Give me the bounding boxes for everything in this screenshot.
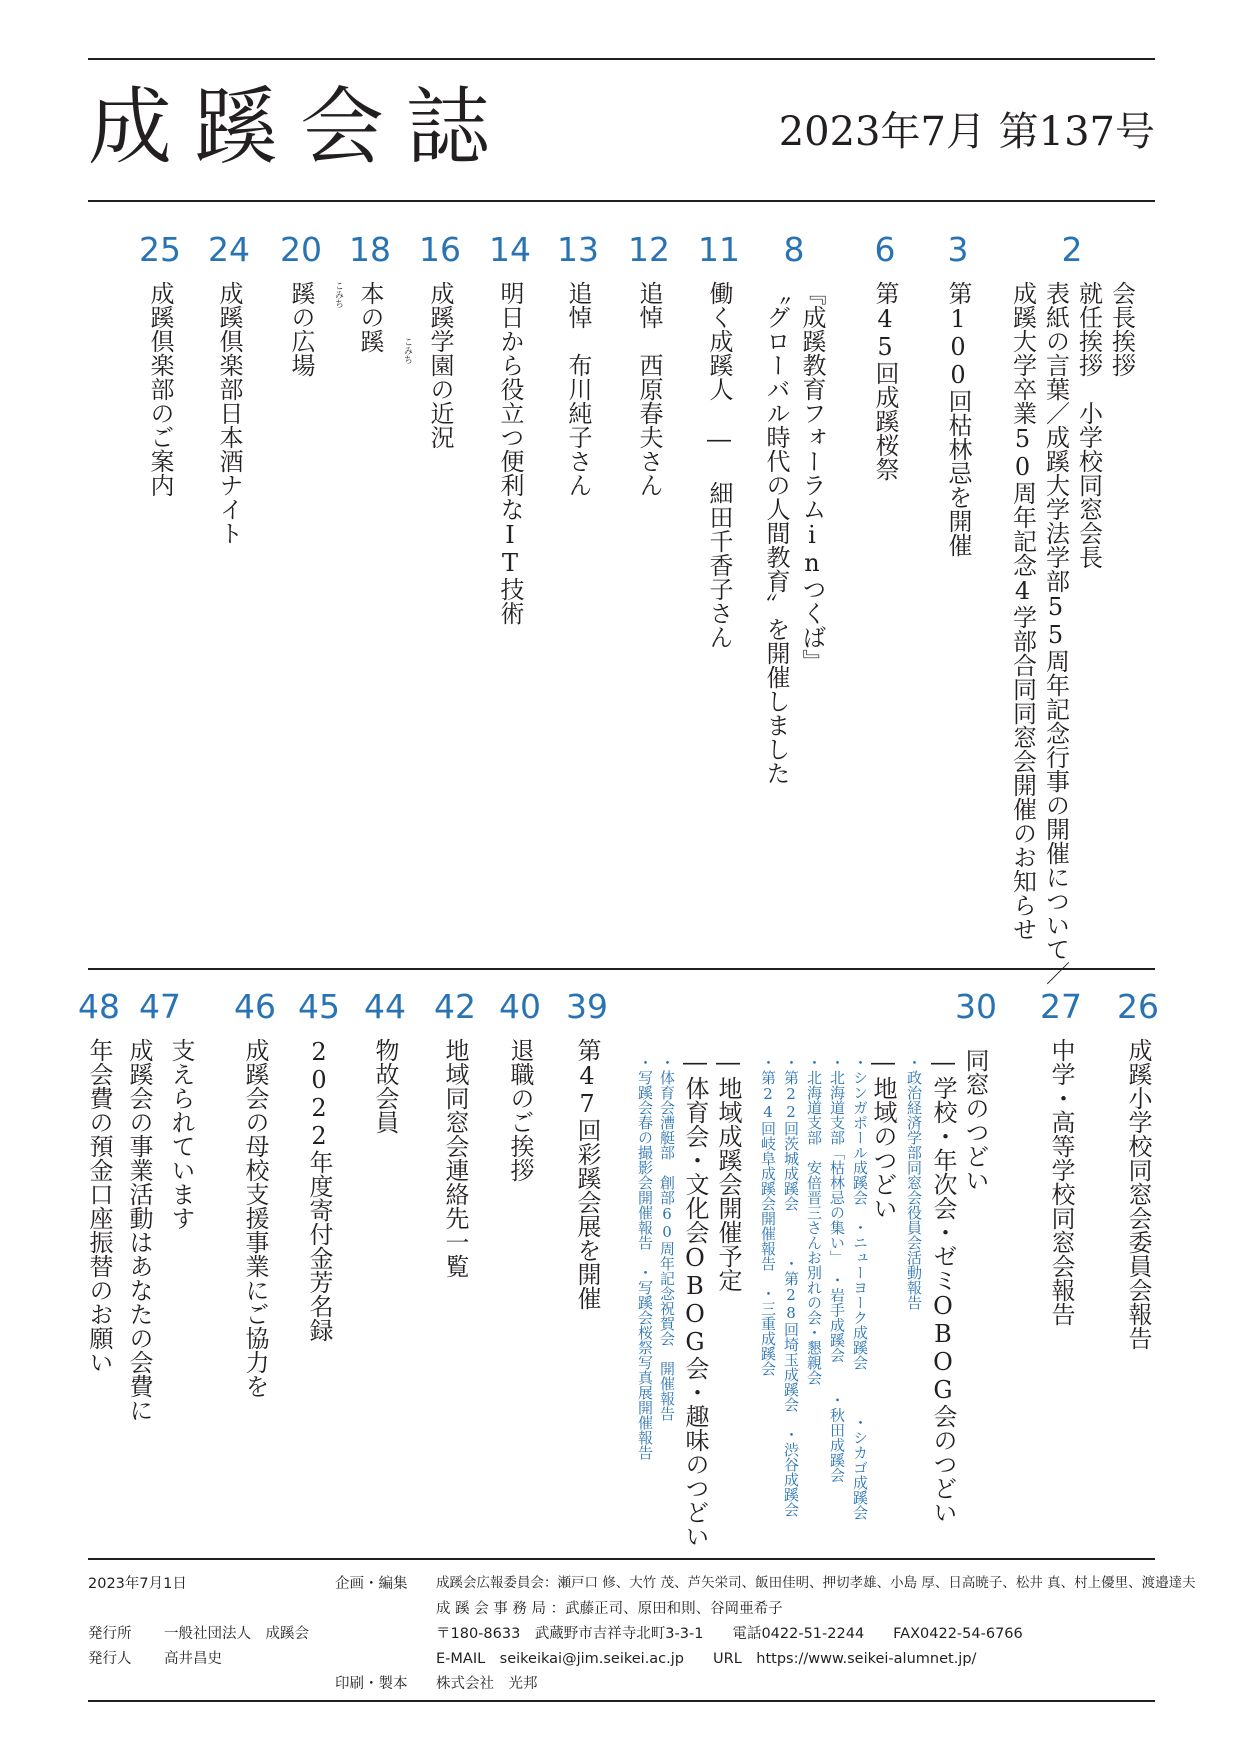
toc-title: 蹊の広場	[287, 281, 315, 377]
toc-page-number: 42	[434, 987, 476, 1026]
toc-page-number: 2	[1061, 230, 1083, 269]
toc-title: 表紙の言葉／成蹊大学法学部55周年記念行事の開催について／	[1041, 281, 1070, 985]
toc-title: 成蹊会の母校支援事業にご協力を	[241, 1038, 269, 1398]
toc-page-number: 24	[208, 230, 250, 269]
toc-subitem: ・第22回茨城成蹊会 ・第28回埼玉成蹊会 ・渋谷成蹊会	[782, 1055, 800, 1517]
footer-contact: E-MAIL seikeikai@jim.seikei.ac.jp URL https://www.seikei-alumnet.jp/	[436, 1651, 977, 1667]
toc-page-number: 40	[499, 987, 541, 1026]
footer-issuer-label: 発行人	[88, 1651, 132, 1667]
toc-title: ―学校・年次会・ゼミOBOG会のつどい	[929, 1048, 957, 1524]
toc-ruby: こみち	[402, 337, 412, 364]
footer-printer: 株式会社 光邦	[436, 1676, 538, 1692]
toc-subitem: ・北海道支部 安倍晋三さんお別れの会・懇親会	[805, 1055, 823, 1385]
toc-title: 地域同窓会連絡先一覧	[441, 1038, 469, 1278]
toc-page-number: 25	[139, 230, 181, 269]
toc-title: ―地域のつどい	[869, 1048, 897, 1220]
footer-planning-label: 企画・編集	[335, 1576, 408, 1592]
toc-page-number: 46	[234, 987, 276, 1026]
toc-subitem: ・第24回岐阜成蹊会開催報告 ・三重成蹊会	[759, 1055, 777, 1376]
toc-title: 成蹊大学卒業50周年記念4学部合同同窓会開催のお知らせ	[1008, 281, 1037, 941]
toc-page-number: 8	[783, 230, 805, 269]
toc-title: 成蹊学園の近況	[426, 281, 454, 449]
toc-page-number: 18	[349, 230, 391, 269]
footer-committee: 成蹊会広報委員会：瀬戸口 修、大竹 茂、芦矢栄司、飯田佳明、押切孝雄、小島 厚、日高暁子、松井 真、村上優里、渡邉達夫	[436, 1575, 1196, 1591]
footer-issuer: 高井昌史	[164, 1651, 222, 1667]
masthead-title: 成蹊会誌	[88, 78, 513, 176]
toc-title: 第100回枯林忌を開催	[944, 281, 972, 557]
toc-page-number: 27	[1040, 987, 1082, 1026]
toc-title: 追悼 布川純子さん	[564, 281, 592, 497]
toc-page-number: 11	[698, 230, 740, 269]
toc-title: 同窓のつどい	[961, 1048, 989, 1192]
toc-subitem: ・写蹊会春の撮影会開催報告 ・写蹊会桜祭写真展開催報告	[636, 1055, 654, 1460]
toc-subitem: ・シンガポール成蹊会 ・ニューヨーク成蹊会 ・シカゴ成蹊会	[851, 1055, 869, 1520]
toc-title: 会長挨拶	[1107, 281, 1136, 377]
footer-publisher-label: 発行所	[88, 1626, 132, 1642]
toc-ruby: こみち	[333, 281, 343, 308]
toc-page-number: 6	[874, 230, 896, 269]
toc-title: 『成蹊教育フォーラムinつくば』	[798, 281, 826, 673]
rule-middle	[88, 968, 1155, 970]
toc-page-number: 44	[364, 987, 406, 1026]
toc-subitem: ・政治経済学部同窓会役員会活動報告	[905, 1055, 923, 1310]
toc-page-number: 47	[139, 987, 181, 1026]
toc-title: 追悼 西原春夫さん	[635, 281, 663, 497]
toc-page-number: 13	[557, 230, 599, 269]
toc-page-number: 39	[566, 987, 608, 1026]
rule-top	[88, 58, 1155, 60]
toc-title: 年会費の預金口座振替のお願い	[85, 1038, 113, 1374]
footer-date: 2023年7月1日	[88, 1576, 187, 1592]
toc-title: 成蹊倶楽部のご案内	[146, 281, 174, 497]
toc-title: 成蹊小学校同窓会委員会報告	[1124, 1038, 1152, 1350]
toc-page-number: 12	[628, 230, 670, 269]
toc-title: ―地域成蹊会開催予定	[714, 1048, 742, 1292]
footer-print-label: 印刷・製本	[335, 1676, 408, 1692]
toc-page-number: 3	[947, 230, 969, 269]
footer-office: 成 蹊 会 事 務 局 ：武藤正司、原田和則、谷岡亜希子	[436, 1601, 783, 1617]
toc-page-number: 30	[955, 987, 997, 1026]
toc-title: 第45回成蹊桜祭	[871, 281, 899, 481]
toc-title: 中学・高等学校同窓会報告	[1047, 1038, 1075, 1326]
toc-title: 2022年度寄付金芳名録	[305, 1038, 333, 1342]
toc-page-number: 48	[78, 987, 120, 1026]
toc-title: 支えられています	[167, 1038, 195, 1230]
toc-page-number: 14	[489, 230, 531, 269]
toc-title: 成蹊会の事業活動はあなたの会費に	[125, 1038, 153, 1422]
toc-title: 物故会員	[371, 1038, 399, 1134]
footer-publisher: 一般社団法人 成蹊会	[164, 1626, 309, 1642]
footer-address: 〒180-8633 武蔵野市吉祥寺北町3-3-1 電話0422-51-2244 FAX0422-54-6766	[436, 1626, 1023, 1642]
toc-title: 成蹊倶楽部日本酒ナイト	[215, 281, 243, 545]
toc-subitem: ・体育会漕艇部 創部60周年記念祝賀会 開催報告	[658, 1055, 676, 1421]
toc-title: 就任挨拶 小学校同窓会長	[1074, 281, 1103, 569]
toc-title: 退職のご挨拶	[506, 1038, 534, 1182]
toc-title: 第47回彩蹊会展を開催	[573, 1038, 601, 1310]
toc-title: 本の蹊	[356, 281, 384, 353]
toc-title: ―体育会・文化会OBOG会・趣味のつどい	[681, 1048, 709, 1548]
rule-under-masthead	[88, 200, 1155, 202]
toc-subitem: ・北海道支部「枯林忌の集い」 ・岩手成蹊会 ・秋田成蹊会	[828, 1055, 846, 1483]
toc-title: 〝グローバル時代の人間教育〟を開催しました	[762, 281, 790, 785]
toc-title: 明日から役立つ便利なIT技術	[496, 281, 524, 625]
toc-page-number: 45	[298, 987, 340, 1026]
toc-page-number: 26	[1117, 987, 1159, 1026]
rule-bottom	[88, 1700, 1155, 1702]
rule-above-footer	[88, 1558, 1155, 1560]
issue-number: 2023年7月 第137号	[778, 109, 1155, 155]
toc-page-number: 20	[280, 230, 322, 269]
toc-title: 働く成蹊人 ― 細田千香子さん	[705, 281, 733, 649]
toc-page-number: 16	[419, 230, 461, 269]
